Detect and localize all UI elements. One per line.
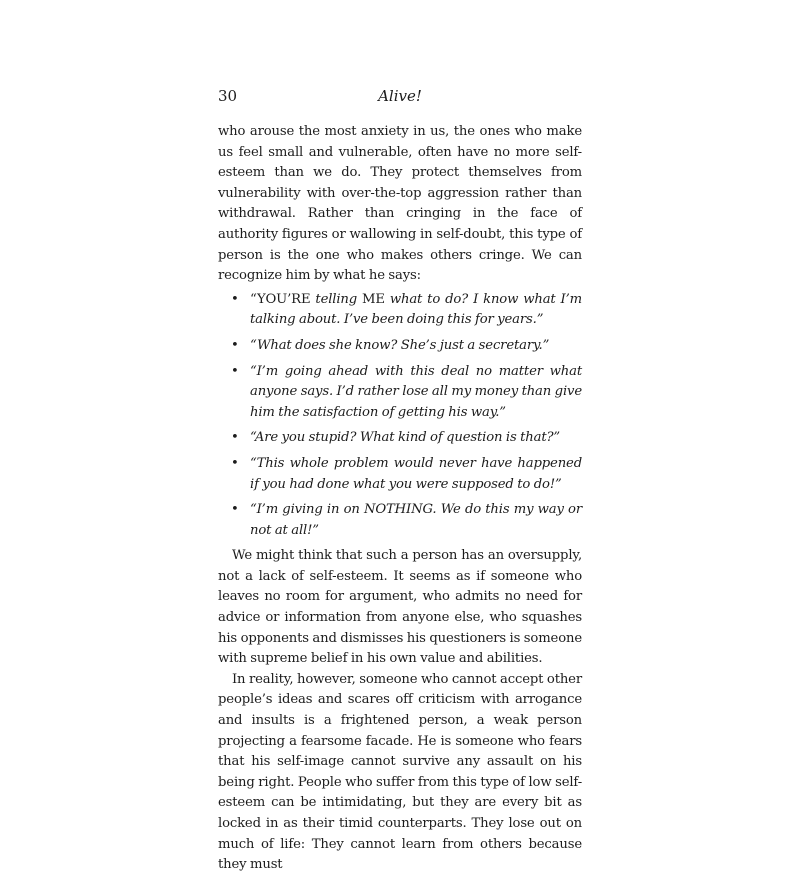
quote-item bbox=[218, 454, 582, 495]
quote-text-part: what to do? I know what I’m talking about. I’ve been doing this for years.” bbox=[250, 291, 582, 328]
running-head bbox=[218, 84, 582, 108]
quote-item bbox=[218, 362, 582, 424]
running-title: Alive! bbox=[378, 87, 422, 105]
page-number: 30 bbox=[218, 87, 238, 105]
paragraph-3: In reality, however, someone who cannot accept other people’s ideas and scares off criticism with arrogance and insults is a frightened person, a weak person projecting a fearsome facade. He is someone who fears that his self-image cannot survive any assault on his being right. People who suffer from this type of low self-esteem can be intimidating, but they are every bit as locked in as their timid counterparts. They lose out on much of life: They cannot learn from others because they must bbox=[218, 671, 582, 873]
quote-item bbox=[218, 428, 582, 449]
quote-text-part: “YOU’RE bbox=[250, 291, 316, 307]
quote-item bbox=[218, 336, 582, 357]
bullet-icon: • bbox=[231, 337, 239, 353]
quote-list bbox=[218, 290, 582, 542]
bullet-icon: • bbox=[231, 363, 239, 379]
quote-text: “Are you stupid? What kind of question is that?” bbox=[250, 430, 561, 446]
bullet-icon: • bbox=[231, 502, 239, 518]
quote-text-part: telling bbox=[315, 291, 363, 307]
quote-item bbox=[218, 500, 582, 541]
quote-item bbox=[218, 290, 582, 331]
bullet-icon: • bbox=[231, 455, 239, 471]
paragraph-1: who arouse the most anxiety in us, the ones who make us feel small and vulnerable, often have no more self-esteem than we do. They protect themselves from vulnerability with over-the-top aggression rather than withdrawal. Rather than cringing in the face of authority figures or wallowing in self-doubt, this type of person is the one who makes others cringe. We can recognize him by what he says: bbox=[218, 124, 582, 284]
quote-text: “I’m giving in on NOTHING. We do this my way or not at all!” bbox=[250, 502, 582, 538]
quote-text: “I’m going ahead with this deal no matter what anyone says. I’d rather lose all my money than give him the satisfaction of getting his way.” bbox=[250, 363, 582, 420]
book-page bbox=[218, 84, 582, 876]
bullet-icon: • bbox=[231, 430, 239, 446]
body-text bbox=[218, 122, 582, 876]
quote-text: “What does she know? She’s just a secretary.” bbox=[250, 337, 550, 353]
paragraph-2: We might think that such a person has an oversupply, not a lack of self-esteem. It seems as if someone who leaves no room for argument, who admits no need for advice or information from anyone else, who squashes his opponents and dismisses his questioners is someone with supreme belief in his own value and abilities. bbox=[218, 548, 582, 667]
bullet-icon: • bbox=[231, 291, 239, 307]
quote-text: “This whole problem would never have happened if you had done what you were supposed to do!” bbox=[250, 455, 582, 492]
quote-text-part: ME bbox=[362, 291, 390, 307]
